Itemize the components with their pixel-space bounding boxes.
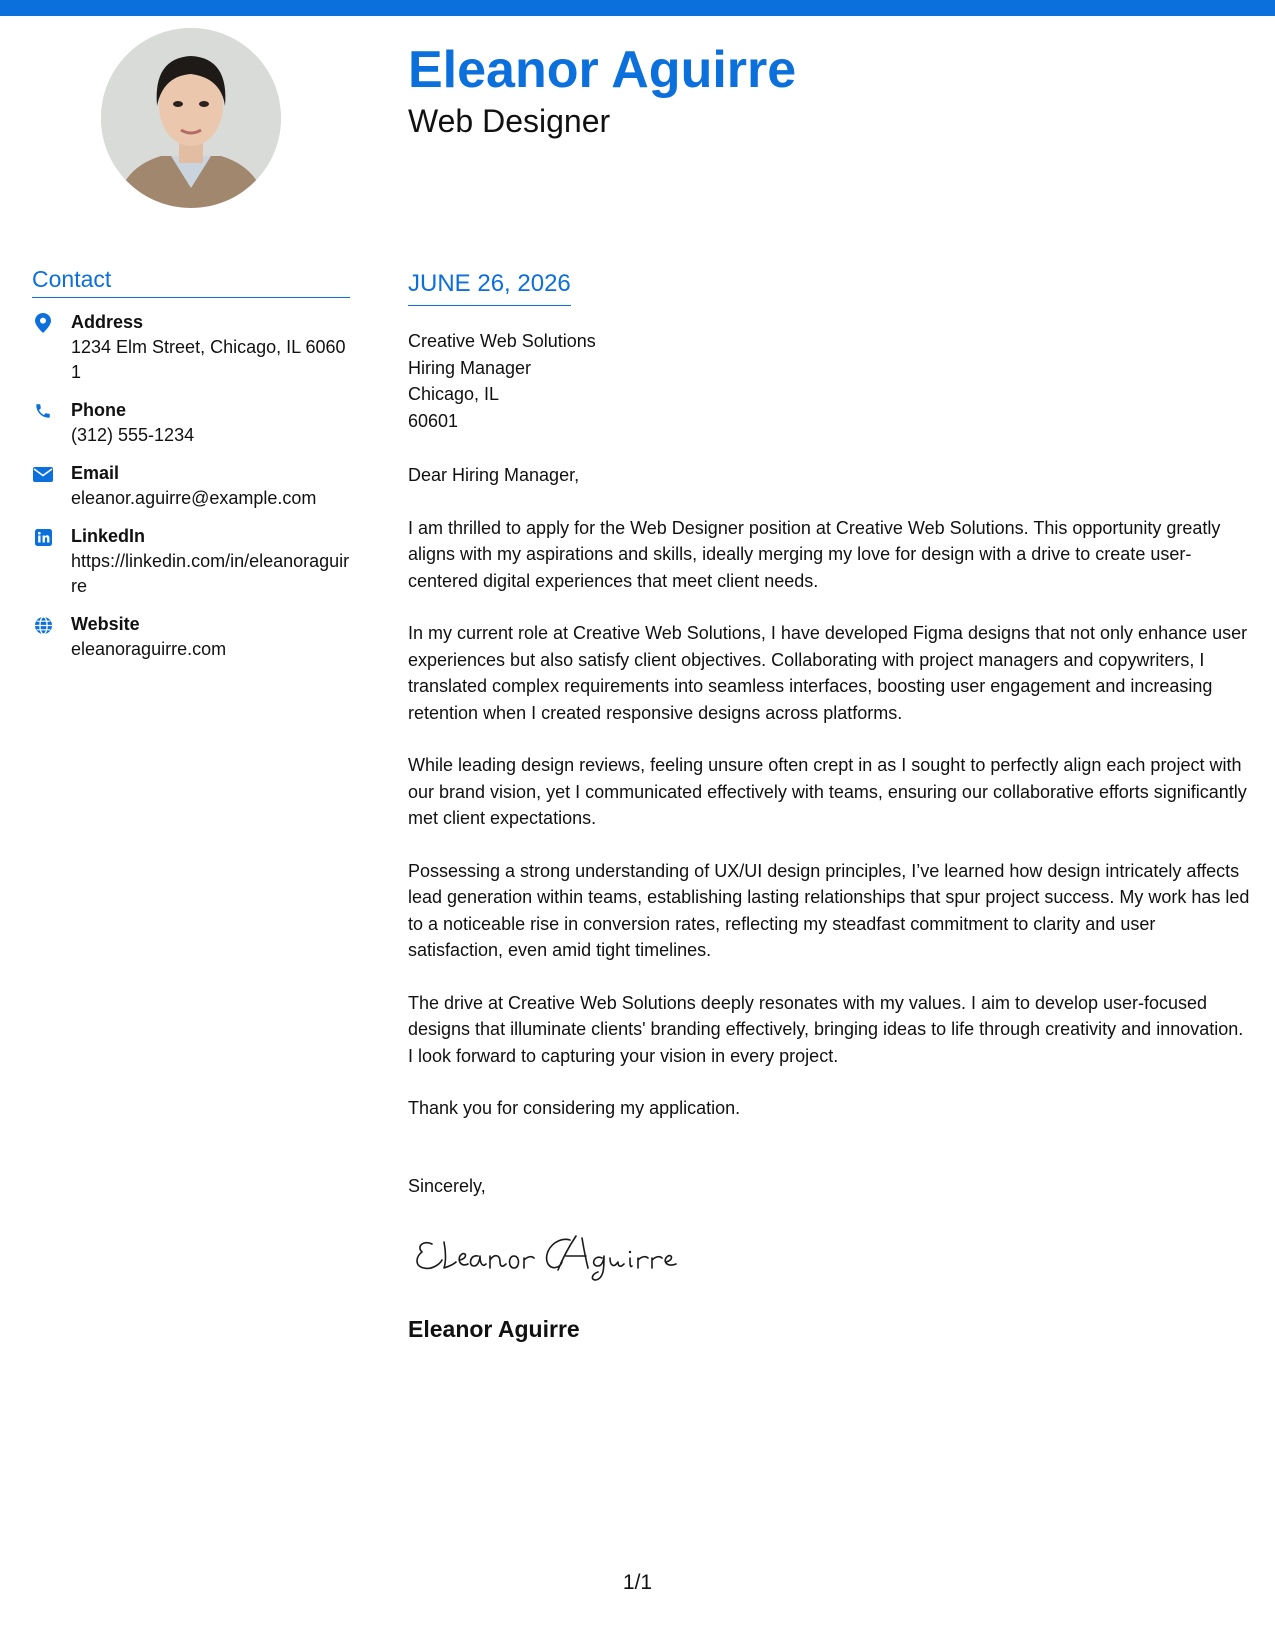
address-value: 1234 Elm Street, Chicago, IL 60601 bbox=[71, 337, 346, 382]
contact-label: Address bbox=[71, 312, 144, 332]
recipient-company: Creative Web Solutions bbox=[408, 331, 596, 351]
applicant-name: Eleanor Aguirre bbox=[408, 41, 797, 99]
recipient-role: Hiring Manager bbox=[408, 357, 532, 378]
salutation: Dear Hiring Manager, bbox=[408, 465, 580, 485]
contact-label: Email bbox=[71, 463, 120, 483]
letter-paragraph: The drive at Creative Web Solutions deeply resonates with my values. I aim to develop user-focused designs that illuminate clients' branding effectively, bringing ideas to life through creativity and innovation. I look forward to capturing your vision in every project. bbox=[408, 992, 1244, 1066]
email-value: eleanor.aguirre@example.com bbox=[71, 488, 317, 508]
letter-paragraph: In my current role at Creative Web Solutions, I have developed Figma designs that not only enhance user experiences but also satisfy client objectives. Collaborating with project managers and copywriters, I translated complex requirements into seamless interfaces, boosting user engagement and increasing retention when I created responsive designs across platforms. bbox=[408, 623, 1248, 723]
closing: Sincerely, bbox=[408, 1176, 486, 1196]
map-pin-icon bbox=[32, 312, 54, 334]
profile-photo bbox=[101, 28, 281, 208]
linkedin-icon bbox=[32, 526, 54, 548]
globe-icon bbox=[32, 614, 54, 636]
contact-label: LinkedIn bbox=[71, 526, 146, 546]
letter-body bbox=[408, 462, 1253, 1148]
signer-name: Eleanor Aguirre bbox=[408, 1316, 580, 1342]
contact-item-website bbox=[32, 612, 350, 662]
phone-value: (312) 555-1234 bbox=[71, 425, 195, 445]
recipient-block bbox=[408, 328, 596, 434]
page-number: 1/1 bbox=[622, 1571, 653, 1594]
contact-item-email bbox=[32, 461, 350, 511]
contact-label: Phone bbox=[71, 400, 127, 420]
phone-icon bbox=[32, 400, 54, 422]
letter-date: JUNE 26, 2026 bbox=[408, 270, 571, 306]
contact-item-address bbox=[32, 310, 350, 385]
top-accent-bar bbox=[0, 0, 1275, 16]
linkedin-link[interactable]: https://linkedin.com/in/eleanoraguirre bbox=[71, 551, 350, 596]
job-title: Web Designer bbox=[408, 103, 611, 139]
contact-label: Website bbox=[71, 614, 140, 634]
letter-paragraph: While leading design reviews, feeling unsure often crept in as I sought to perfectly align each project with our brand vision, yet I communicated effectively with teams, ensuring our collaborative efforts significantly met client expectations. bbox=[408, 755, 1247, 828]
contact-item-phone bbox=[32, 398, 350, 448]
letter-paragraph: Possessing a strong understanding of UX/UI design principles, I’ve learned how design intricately affects lead generation within teams, establishing lasting relationships that spur project success. My work has led to a noticeable rise in conversion rates, reflecting my steadfast commitment to clarity and user satisfaction, even amid tight timelines. bbox=[408, 860, 1250, 960]
letter-paragraph: Thank you for considering my application. bbox=[408, 1098, 741, 1118]
letter-paragraph: I am thrilled to apply for the Web Designer position at Creative Web Solutions. This opportunity greatly aligns with my aspirations and skills, ideally merging my love for design with a drive to create user-centered digital experiences that meet client needs. bbox=[408, 517, 1221, 591]
recipient-zip: 60601 bbox=[408, 410, 459, 431]
email-icon bbox=[32, 463, 54, 485]
contact-list bbox=[32, 310, 350, 675]
contact-heading: Contact bbox=[32, 266, 350, 298]
handwritten-signature bbox=[410, 1222, 680, 1282]
contact-item-linkedin bbox=[32, 524, 350, 599]
website-link[interactable]: eleanoraguirre.com bbox=[71, 639, 227, 659]
recipient-city: Chicago, IL bbox=[408, 384, 500, 404]
